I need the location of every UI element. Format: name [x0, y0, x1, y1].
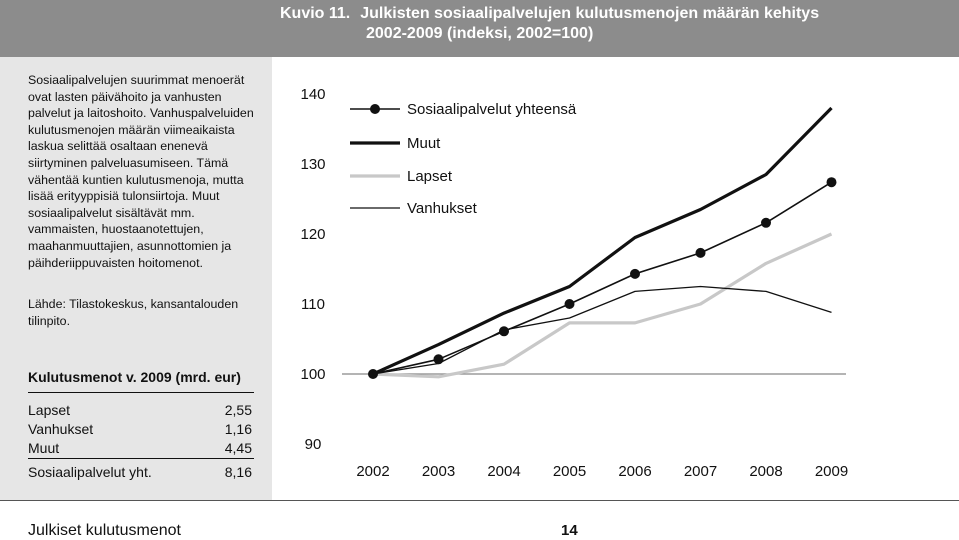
legend-label: Lapset	[407, 168, 453, 185]
series-point	[827, 177, 837, 187]
x-tick-label: 2006	[618, 463, 652, 480]
y-tick-label: 90	[304, 436, 322, 453]
x-tick-label: 2003	[421, 463, 456, 480]
series-point	[696, 248, 706, 258]
x-tick-label: 2009	[814, 463, 849, 480]
source-note: Lähde: Tilastokeskus, kansantalouden tilinpito.	[28, 297, 239, 328]
x-tick-label: 2002	[356, 463, 390, 480]
spending-row-label: Lapset	[28, 402, 71, 418]
spending-row-value: 8,16	[224, 464, 252, 480]
legend-label: Sosiaalipalvelut yhteensä	[407, 101, 577, 118]
footer-section-title: Julkiset kulutusmenot	[28, 522, 181, 539]
series-line-1	[373, 108, 832, 374]
y-tick-label: 100	[300, 366, 326, 383]
spending-row-value: 1,16	[224, 421, 252, 437]
y-tick-label: 130	[300, 156, 326, 173]
y-tick-label: 140	[300, 86, 326, 103]
spending-row-label: Vanhukset	[28, 421, 94, 437]
spending-row-label: Sosiaalipalvelut yht.	[28, 464, 152, 480]
x-tick-label: 2004	[487, 463, 521, 480]
description-text: Sosiaalipalvelujen suurimmat menoerät ovat lasten päivähoito ja vanhusten palvelut ja laitoshoito. Vanhuspalveluiden kulutusmenojen määrän viimeaikaista laskua selittää osaltaan enenevä siirtyminen palveluasumiseen. Tämä vähentää kuntien kulutusmenoja, mutta lisää erityyppisiä tulonsiirtoja. Muut sosiaalipalvelut sisältävät mm. vammaisten, huostaanotettujen, maahanmuuttajien, asunnottomien ja päihderiippuvaisten hoitomenot.	[28, 73, 254, 270]
spending-row-value: 4,45	[224, 440, 252, 456]
spending-table-title: Kulutusmenot v. 2009 (mrd. eur)	[28, 369, 241, 385]
series-point	[761, 218, 771, 228]
page-number: 14	[561, 522, 578, 539]
series-point	[630, 269, 640, 279]
figure-title-line2: 2002-2009 (indeksi, 2002=100)	[366, 25, 594, 42]
legend-label: Muut	[407, 135, 441, 152]
x-tick-label: 2007	[683, 463, 718, 480]
figure-title-line1: Julkisten sosiaalipalvelujen kulutusmenojen määrän kehitys	[360, 5, 820, 22]
legend-label: Vanhukset	[407, 200, 477, 217]
footer-rule	[0, 500, 959, 501]
spending-row-value: 2,55	[224, 402, 252, 418]
y-tick-label: 110	[301, 296, 325, 313]
legend-marker	[370, 104, 380, 114]
series-point	[499, 326, 509, 336]
y-tick-label: 120	[300, 226, 326, 243]
x-tick-label: 2005	[552, 463, 587, 480]
x-tick-label: 2008	[749, 463, 783, 480]
chart-legend	[350, 101, 577, 217]
spending-row-label: Muut	[28, 440, 60, 456]
figure-number: Kuvio 11.	[280, 5, 351, 22]
series-point	[434, 354, 444, 364]
series-point	[565, 299, 575, 309]
